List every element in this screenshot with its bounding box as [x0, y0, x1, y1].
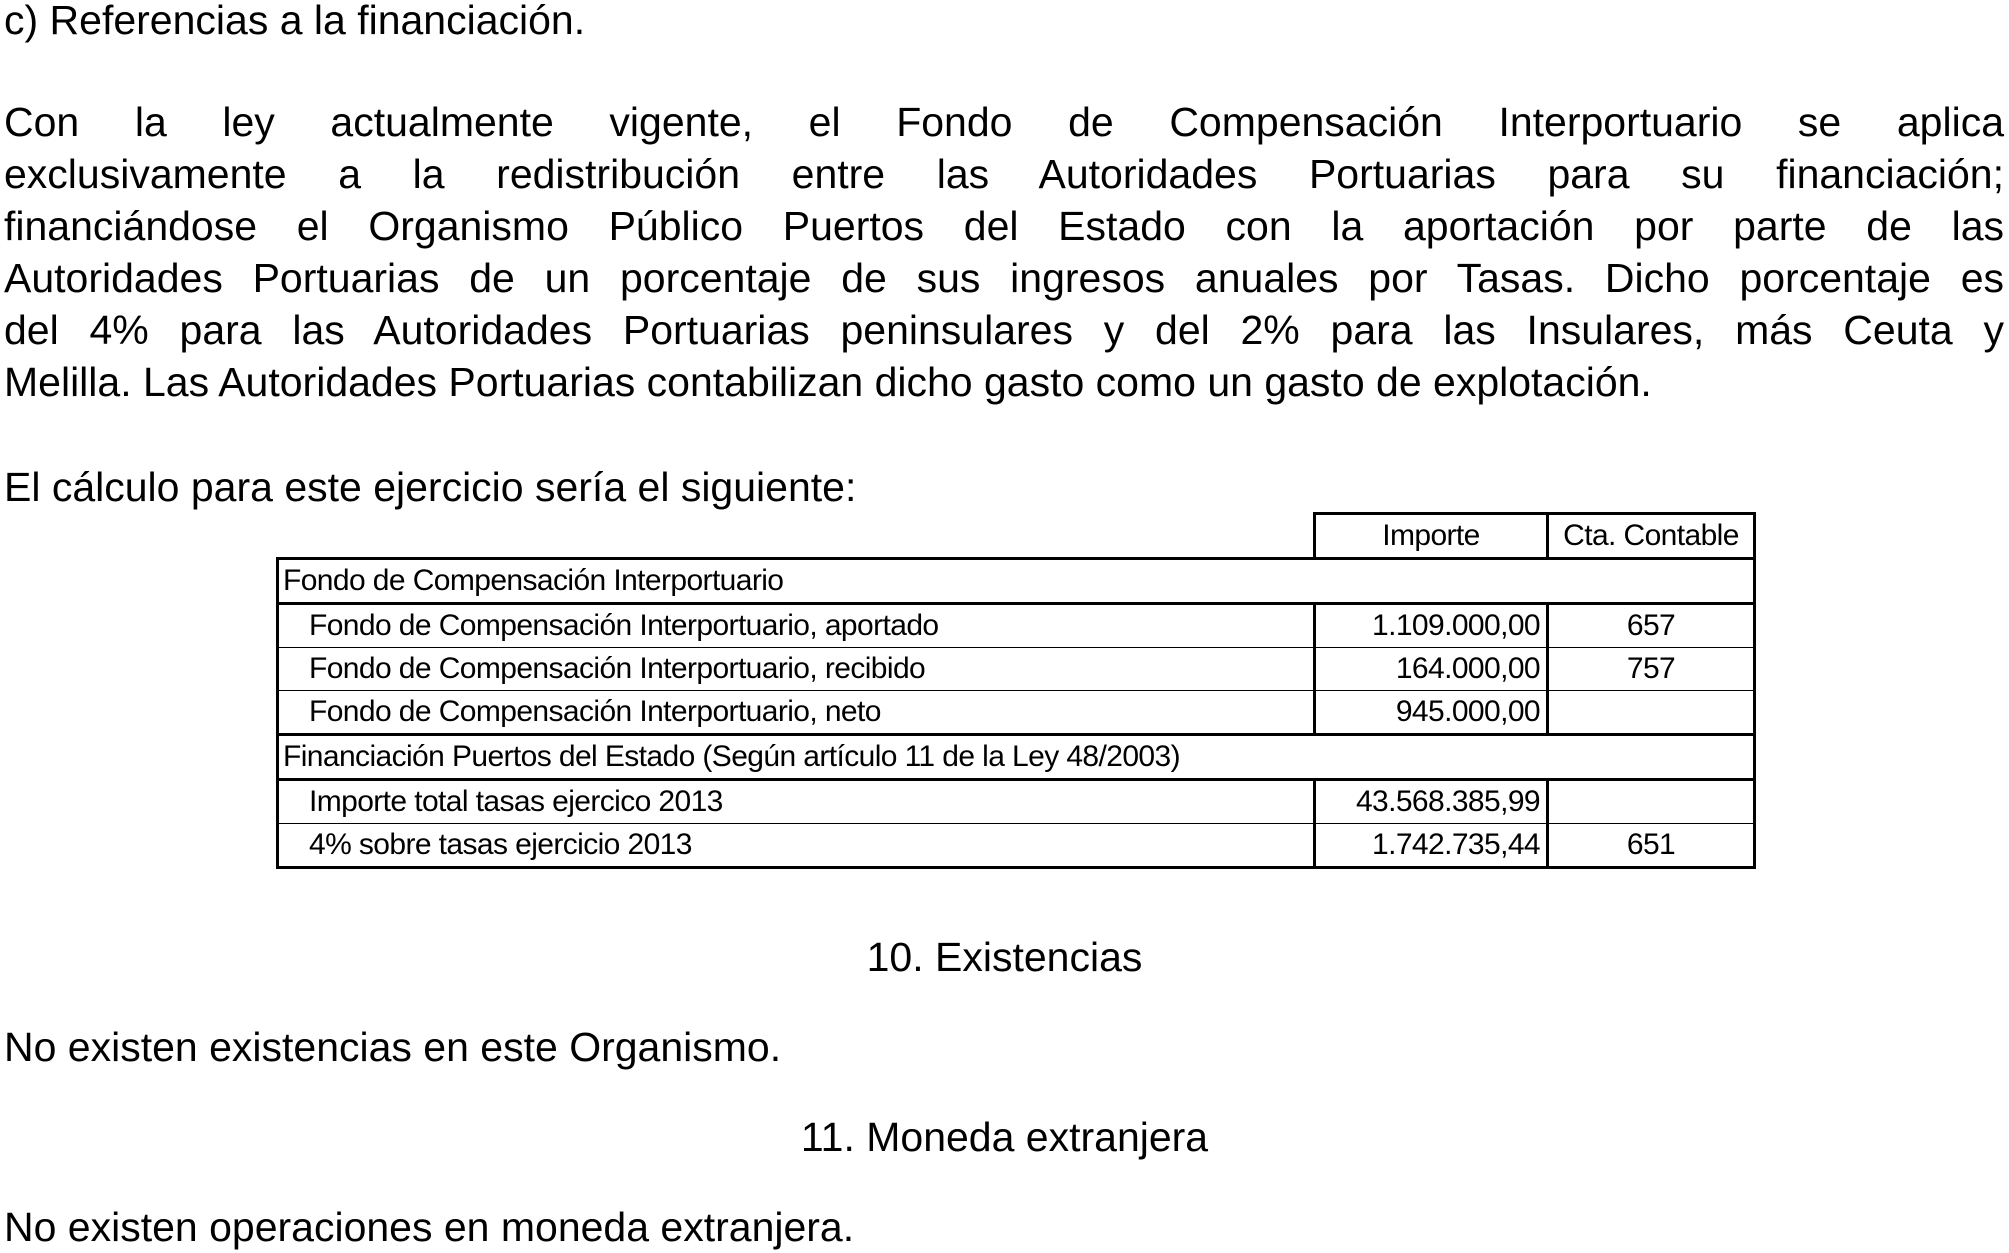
group-title: Financiación Puertos del Estado (Según artículo 11 de la Ley 48/2003) — [278, 735, 1755, 780]
table-row — [278, 604, 1755, 648]
row-concept: Importe total tasas ejercico 2013 — [278, 780, 1315, 824]
row-amount: 945.000,00 — [1315, 691, 1548, 735]
paragraph-line: Melilla. Las Autoridades Portuarias contabilizan dicho gasto como un gasto de explotación. — [4, 359, 1652, 405]
section-10-text: No existen existencias en este Organismo. — [4, 1024, 782, 1070]
header-account: Cta. Contable — [1548, 514, 1755, 559]
row-concept: Fondo de Compensación Interportuario, aportado — [278, 604, 1315, 648]
paragraph-line: Con la ley actualmente vigente, el Fondo de Compensación Interportuario se aplica — [4, 99, 2004, 145]
table-header-row — [278, 514, 1755, 559]
section-c-title: c) Referencias a la financiación. — [4, 0, 586, 43]
row-concept: Fondo de Compensación Interportuario, neto — [278, 691, 1315, 735]
paragraph-line: financiándose el Organismo Público Puertos del Estado con la aportación por parte de las — [4, 203, 2004, 249]
row-concept: Fondo de Compensación Interportuario, recibido — [278, 648, 1315, 691]
row-account — [1548, 691, 1755, 735]
table-row — [278, 691, 1755, 735]
section-10-heading: 10. Existencias — [866, 934, 1143, 980]
row-account: 651 — [1548, 824, 1755, 868]
row-concept: 4% sobre tasas ejercicio 2013 — [278, 824, 1315, 868]
header-amount: Importe — [1315, 514, 1548, 559]
group-row-fondo — [278, 559, 1755, 604]
section-11-text: No existen operaciones en moneda extranjera. — [4, 1204, 855, 1250]
row-amount: 164.000,00 — [1315, 648, 1548, 691]
paragraph-line: del 4% para las Autoridades Portuarias peninsulares y del 2% para las Insulares, más Ceuta y — [4, 307, 2004, 353]
group-title: Fondo de Compensación Interportuario — [278, 559, 1755, 604]
row-account — [1548, 780, 1755, 824]
paragraph-line: exclusivamente a la redistribución entre las Autoridades Portuarias para su financiación; — [4, 151, 2004, 197]
row-amount: 1.742.735,44 — [1315, 824, 1548, 868]
financing-table — [276, 512, 1756, 869]
table-row — [278, 824, 1755, 868]
paragraph-line: Autoridades Portuarias de un porcentaje de sus ingresos anuales por Tasas. Dicho porcentaje es — [4, 255, 2004, 301]
header-blank-cell — [278, 514, 1315, 559]
row-amount: 1.109.000,00 — [1315, 604, 1548, 648]
row-account: 657 — [1548, 604, 1755, 648]
group-row-financiacion — [278, 735, 1755, 780]
row-amount: 43.568.385,99 — [1315, 780, 1548, 824]
calculation-intro: El cálculo para este ejercicio sería el siguiente: — [4, 464, 857, 510]
table-row — [278, 648, 1755, 691]
financing-table-wrapper — [276, 512, 1756, 869]
table-row — [278, 780, 1755, 824]
financing-paragraph — [4, 96, 2004, 408]
section-11-heading: 11. Moneda extranjera — [800, 1114, 1209, 1160]
row-account: 757 — [1548, 648, 1755, 691]
